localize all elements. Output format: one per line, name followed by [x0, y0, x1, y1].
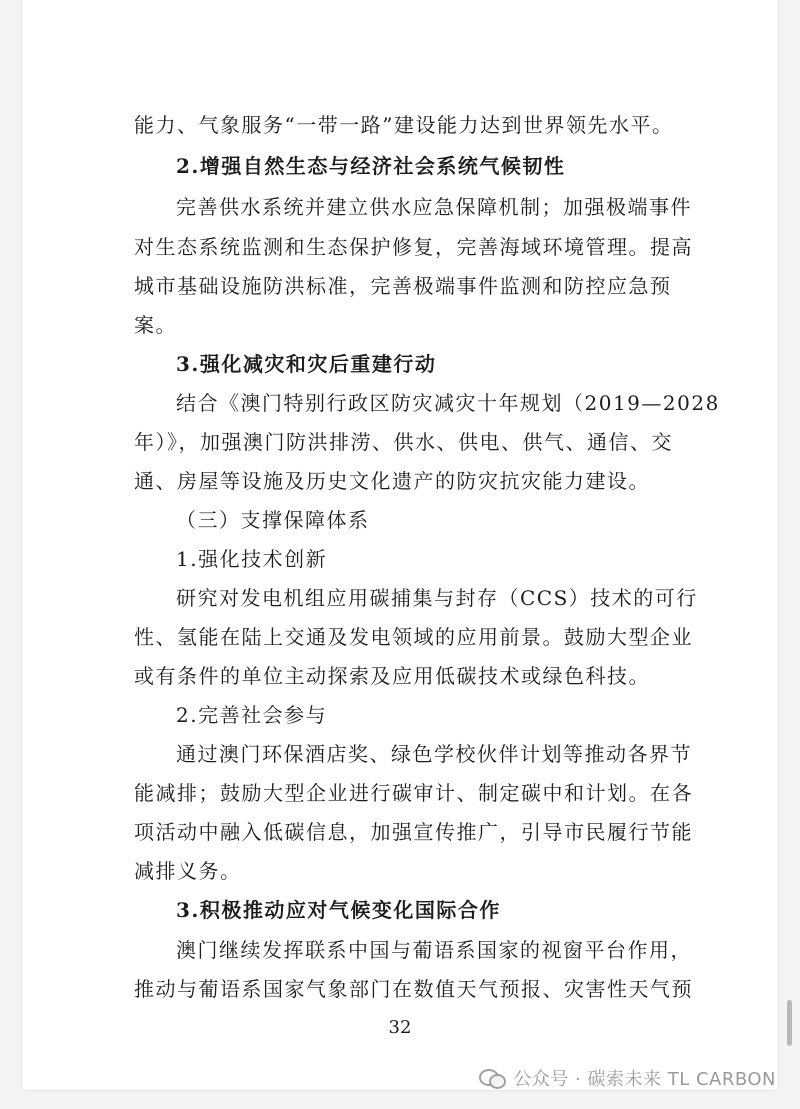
paragraph-line: 澳门继续发挥联系中国与葡语系国家的视窗平台作用，	[176, 938, 692, 962]
page-number: 32	[388, 1017, 412, 1038]
paragraph-line: 结合《澳门特别行政区防灾减灾十年规划（2019—2028	[176, 391, 720, 415]
paragraph-line: 能减排；鼓励大型企业进行碳审计、制定碳中和计划。在各	[134, 781, 693, 805]
paragraph-line: 或有条件的单位主动探索及应用低碳技术或绿色科技。	[134, 664, 650, 688]
paragraph-line: 城市基础设施防洪标准，完善极端事件监测和防控应急预	[134, 274, 672, 298]
paragraph-line: 完善供水系统并建立供水应急保障机制；加强极端事件	[176, 195, 692, 219]
scrollbar-thumb[interactable]	[787, 1000, 792, 1046]
paragraph-line: （三）支撑保障体系	[176, 508, 370, 532]
paragraph-line: 案。	[134, 313, 177, 337]
paragraph-line: 1.强化技术创新	[176, 547, 328, 571]
watermark-text: 公众号 · 碳索未来 TL CARBON	[513, 1069, 776, 1090]
paragraph-line: 通、房屋等设施及历史文化遗产的防灾抗灾能力建设。	[134, 469, 650, 493]
paragraph-line: 推动与葡语系国家气象部门在数值天气预报、灾害性天气预	[134, 977, 693, 1001]
section-heading: 3.强化减灾和灾后重建行动	[176, 352, 437, 376]
paragraph-line: 2.完善社会参与	[176, 703, 328, 727]
watermark	[479, 1064, 776, 1092]
paragraph-line: 对生态系统监测和生态保护修复，完善海域环境管理。提高	[134, 235, 693, 259]
section-heading: 3.积极推动应对气候变化国际合作	[176, 898, 501, 922]
paragraph-line: 性、氢能在陆上交通及发电领域的应用前景。鼓励大型企业	[134, 625, 693, 649]
paragraph-line: 减排义务。	[134, 859, 242, 883]
paragraph-line: 年）》，加强澳门防洪排涝、供水、供电、供气、通信、交	[134, 430, 673, 454]
section-heading: 2.增强自然生态与经济社会系统气候韧性	[176, 154, 566, 178]
paragraph-line: 通过澳门环保酒店奖、绿色学校伙伴计划等推动各界节	[176, 742, 692, 766]
paragraph-line: 能力、气象服务“一带一路”建设能力达到世界领先水平。	[134, 113, 674, 137]
paragraph-line: 研究对发电机组应用碳捕集与封存（CCS）技术的可行	[176, 586, 698, 610]
wechat-icon	[479, 1067, 505, 1089]
paragraph-line: 项活动中融入低碳信息，加强宣传推广，引导市民履行节能	[134, 820, 693, 844]
